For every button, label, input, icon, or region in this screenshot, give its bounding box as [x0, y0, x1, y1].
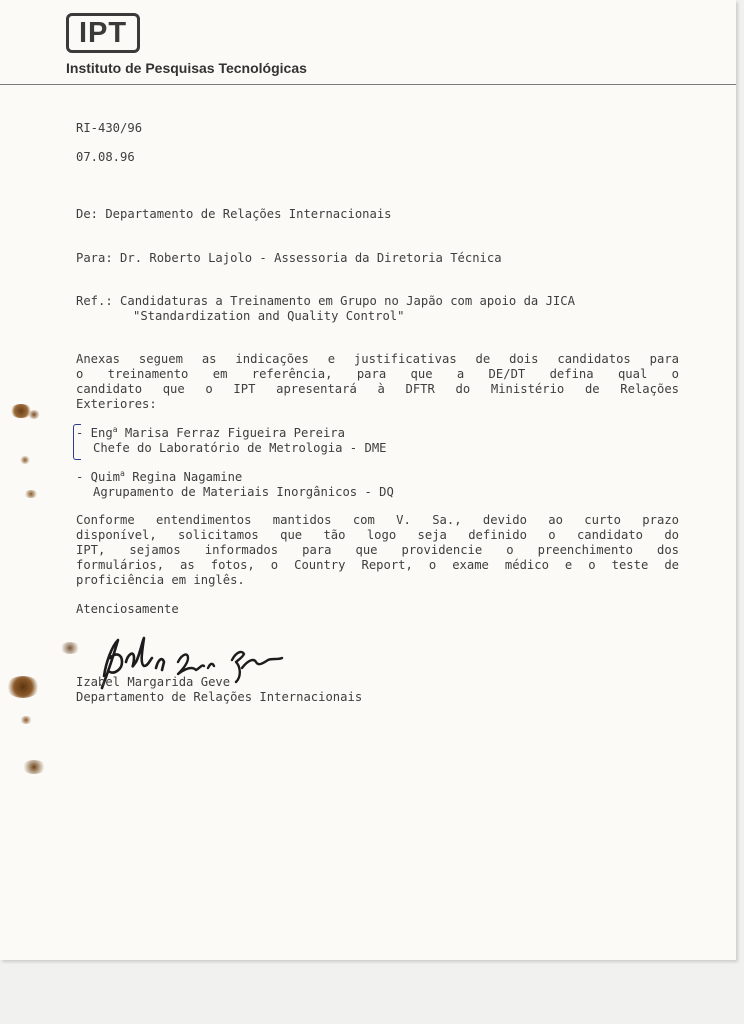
paragraph-1-line-1: Anexas seguem as indicações e justificativas de dois candidatos para — [76, 352, 679, 366]
signatory-name: Izabel Margarida Geve — [76, 675, 231, 689]
candidate-1-name: - Eng$^a$ Marisa Ferraz Figueira Pereira — [76, 425, 345, 440]
paragraph-1-line-2: o treinamento em referência, para que a DE/DT defina qual o — [76, 367, 679, 381]
candidate-1-role: Chefe do Laboratório de Metrologia - DME — [93, 441, 387, 455]
closing: Atenciosamente — [76, 602, 179, 616]
paper-stain — [60, 642, 80, 654]
paragraph-2-line-3: IPT, sejamos informados para que providencie o preenchimento dos — [76, 543, 679, 557]
paragraph-2-line-4: formulários, as fotos, o Country Report, o exame médico e o teste de — [76, 558, 679, 572]
paragraph-1-line-4: Exteriores: — [76, 397, 157, 411]
paper-stain — [6, 676, 40, 698]
paragraph-2-line-5: proficiência em inglês. — [76, 573, 245, 587]
candidate-2-role: Agrupamento de Materiais Inorgânicos - DQ — [93, 485, 394, 499]
paper-stain — [28, 410, 40, 419]
from-line: De: Departamento de Relações Internacionais — [76, 207, 392, 221]
paper-stain — [20, 456, 30, 464]
ipt-logo — [66, 13, 140, 53]
paragraph-2-line-2: disponível, solicitamos que tão logo seja definido o candidato do — [76, 528, 679, 542]
subject-line-2: "Standardization and Quality Control" — [133, 309, 405, 323]
paragraph-2-line-1: Conforme entendimentos mantidos com V. Sa., devido ao curto prazo — [76, 513, 679, 527]
header-divider — [0, 84, 736, 85]
logo-text: IPT — [78, 16, 128, 49]
paragraph-1-line-3: candidato que o IPT apresentará à DFTR do Ministério de Relações — [76, 382, 679, 396]
paper-stain — [20, 716, 32, 724]
paper-stain — [24, 490, 38, 498]
signatory-department: Departamento de Relações Internacionais — [76, 690, 363, 704]
candidate-2-name: - Quim$^a$ Regina Nagamine — [76, 469, 243, 484]
paper-stain — [22, 760, 46, 774]
subject-line-1: Ref.: Candidaturas a Treinamento em Grupo no Japão com apoio da JICA — [76, 294, 575, 308]
memo-date: 07.08.96 — [76, 150, 135, 164]
reference-number: RI-430/96 — [76, 121, 143, 135]
to-line: Para: Dr. Roberto Lajolo - Assessoria da Diretoria Técnica — [76, 251, 502, 265]
organization-name: Instituto de Pesquisas Tecnológicas — [66, 60, 307, 76]
